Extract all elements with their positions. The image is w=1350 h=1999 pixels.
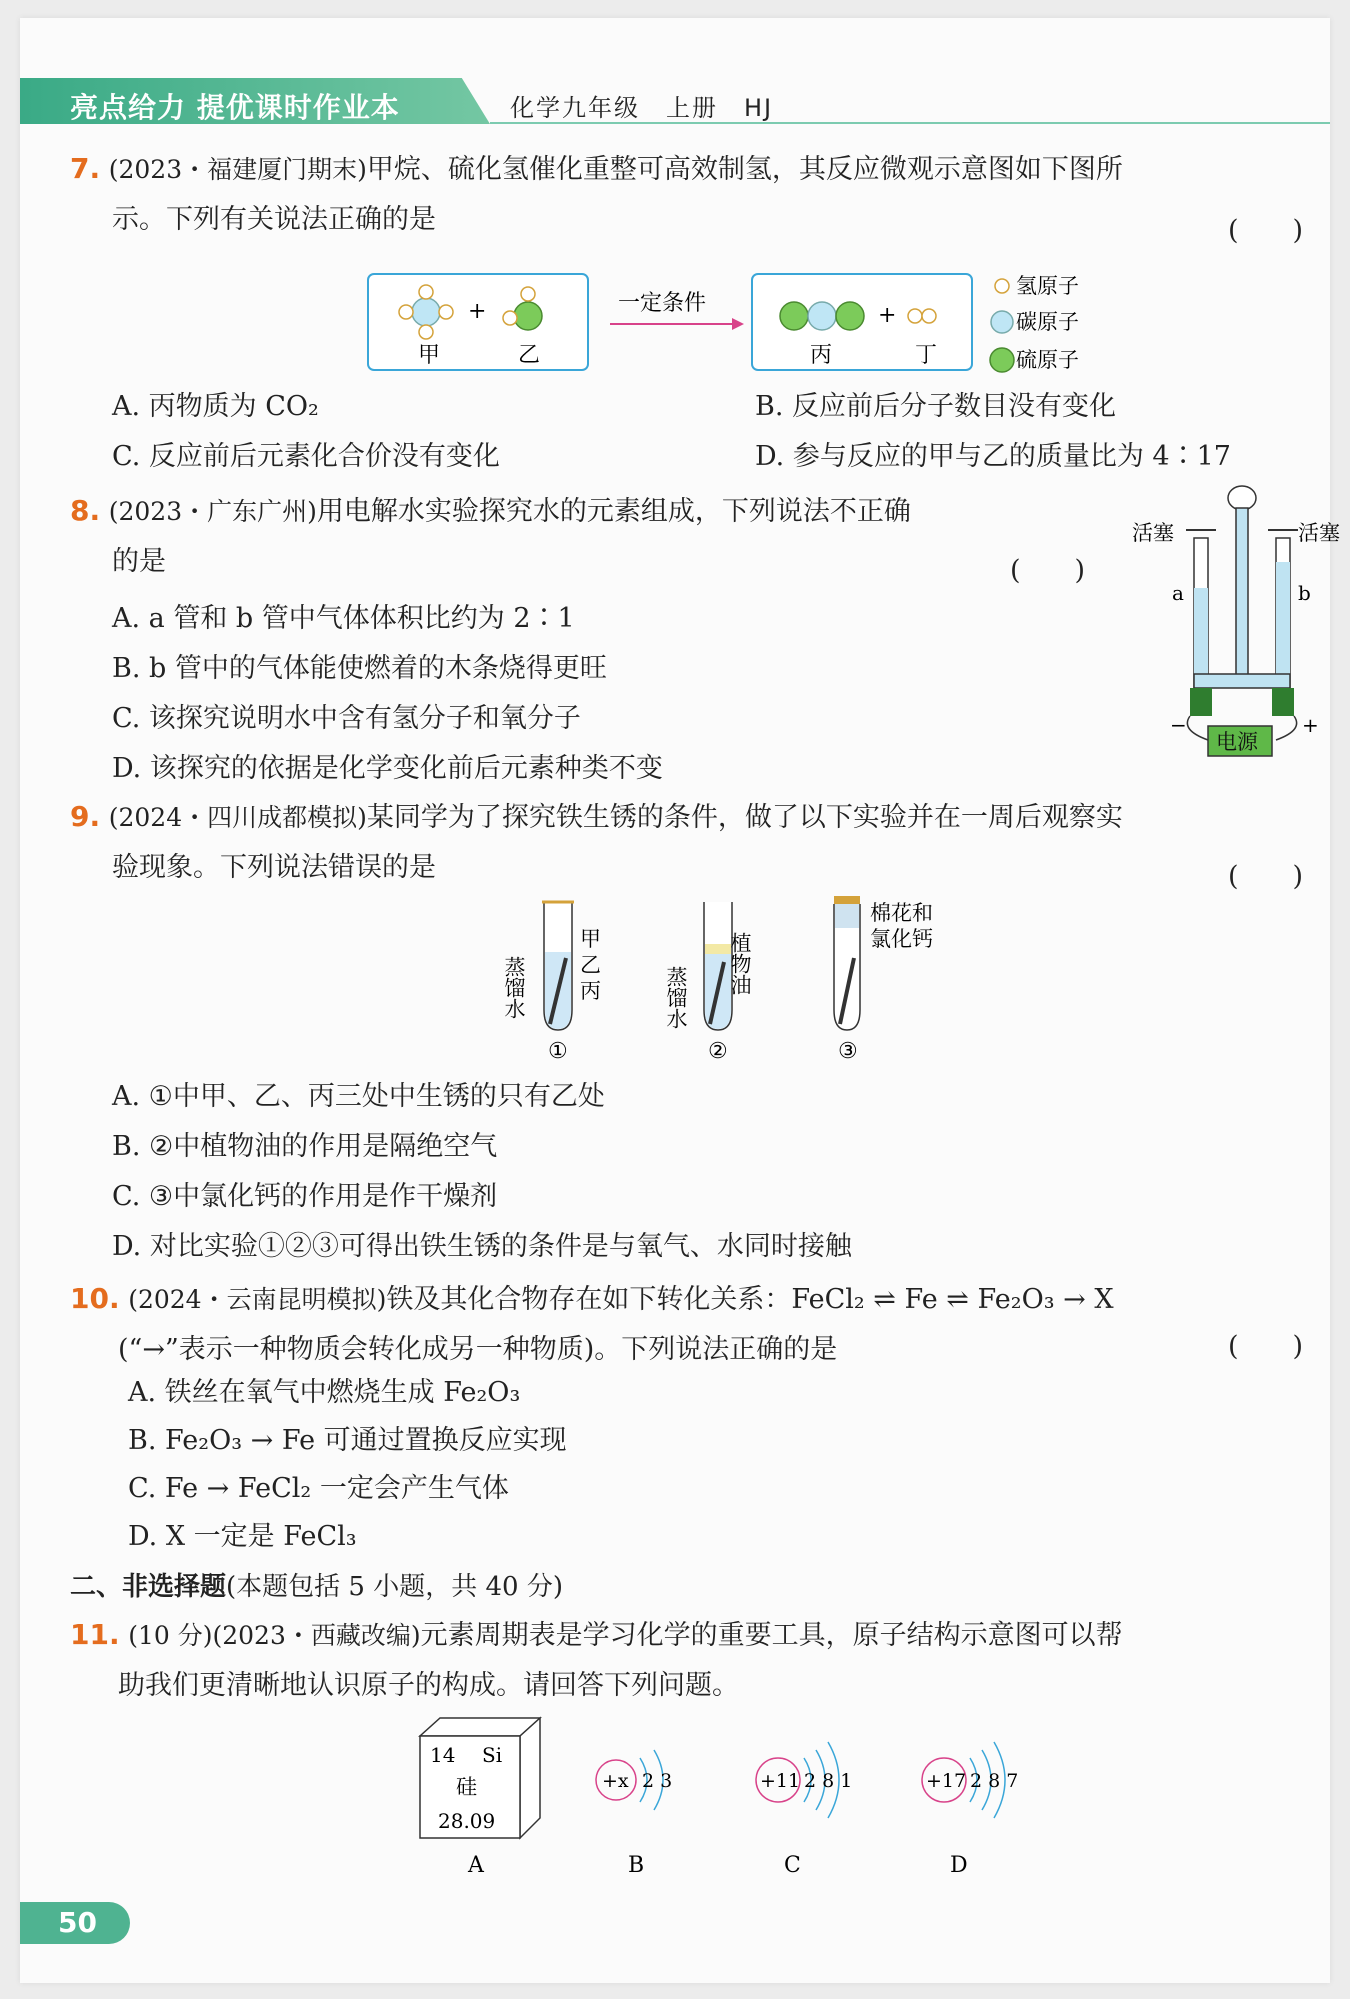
carbon-atom-icon <box>991 311 1013 333</box>
stopcock-left-label: 活塞 <box>1132 521 1174 545</box>
fig-c-label: C <box>784 1853 801 1878</box>
q11-number: 11. <box>70 1618 120 1651</box>
q7-option-c[interactable]: C. 反应前后元素化合价没有变化 <box>112 441 500 472</box>
q8-option-a[interactable]: A. a 管和 b 管中气体体积比约为 2∶1 <box>112 603 575 634</box>
power-label: 电源 <box>1216 730 1258 754</box>
q9-stem-line1: 某同学为了探究铁生锈的条件，做了以下实验并在一周后观察实 <box>366 802 1123 833</box>
wire-left <box>1187 716 1208 740</box>
q7-option-d[interactable]: D. 参与反应的甲与乙的质量比为 4∶17 <box>755 441 1231 472</box>
label-ding: 丁 <box>915 343 938 368</box>
q7-stem-line1: 甲烷、硫化氢催化重整可高效制氢，其反应微观示意图如下图所 <box>366 154 1123 185</box>
funnel <box>1228 486 1256 510</box>
q11-figures <box>410 1710 1070 1880</box>
q10-stem <box>70 1274 1320 1375</box>
section-note: (本题包括 5 小题，共 40 分) <box>226 1572 563 1602</box>
b-nucleus: +x <box>602 1770 629 1792</box>
sulfur-atom-icon <box>990 348 1014 372</box>
label-jia: 甲 <box>418 343 441 368</box>
atom-structure-b <box>596 1750 672 1810</box>
section-title: 二、非选择题 <box>70 1572 227 1602</box>
middle-tube <box>1236 508 1248 678</box>
plus-sign-power: + <box>1302 713 1319 737</box>
rusting-experiment <box>490 896 970 1068</box>
q7-number: 7. <box>70 152 101 185</box>
tube3-cotton: 棉花和 <box>870 901 933 925</box>
q8-option-d[interactable]: D. 该探究的依据是化学变化前后元素种类不变 <box>112 753 663 784</box>
d-nucleus: +17 <box>926 1770 967 1792</box>
q9-option-b[interactable]: B. ②中植物油的作用是隔绝空气 <box>112 1131 498 1162</box>
tube1-water-1: 蒸馏水 <box>502 956 526 1019</box>
q10-stem-line2: (“→”表示一种物质会转化成另一种物质)。下列说法正确的是 <box>118 1334 838 1365</box>
tube1-number: ① <box>548 1039 568 1064</box>
plus-sign: + <box>468 299 487 324</box>
tube1-yi: 乙 <box>580 953 601 977</box>
q8-answer-blank: ( ) <box>1010 555 1086 586</box>
section-heading <box>70 1566 563 1603</box>
q10-source: (2024・云南昆明模拟) <box>128 1285 387 1314</box>
subject-title: 化学九年级 上册 HJ <box>510 94 774 122</box>
fig-d-label: D <box>950 1853 968 1878</box>
q9-option-a[interactable]: A. ①中甲、乙、丙三处中生锈的只有乙处 <box>112 1081 605 1112</box>
q7-stem <box>70 144 1320 245</box>
tube1-jia: 甲 <box>580 927 601 951</box>
tube1-bing: 丙 <box>580 979 601 1003</box>
q9-answer-blank: ( ) <box>1228 861 1304 892</box>
q7-option-a[interactable]: A. 丙物质为 CO₂ <box>112 391 319 422</box>
legend-carbon: 碳原子 <box>1016 310 1079 334</box>
header-rule <box>490 122 1330 124</box>
si-atomic-number: 14 <box>430 1743 456 1767</box>
d-shells: 2 8 7 <box>970 1770 1019 1792</box>
q8-stem-line1: 用电解水实验探究水的元素组成，下列说法不正确 <box>316 496 911 527</box>
q9-source: (2024・四川成都模拟) <box>108 803 367 832</box>
carbon-disulfide-molecule <box>780 302 864 330</box>
q7-option-b[interactable]: B. 反应前后分子数目没有变化 <box>755 391 1117 422</box>
q10-option-a[interactable]: A. 铁丝在氧气中燃烧生成 Fe₂O₃ <box>128 1377 521 1408</box>
hydrogen-atom-icon <box>995 279 1009 293</box>
si-name: 硅 <box>456 1775 477 1799</box>
q9-option-c[interactable]: C. ③中氯化钙的作用是作干燥剂 <box>112 1181 498 1212</box>
legend-hydrogen: 氢原子 <box>1016 274 1079 298</box>
page <box>20 18 1340 1983</box>
atom-structure-d <box>922 1742 1018 1818</box>
q11-score: (10 分) <box>128 1621 213 1650</box>
element-card-silicon <box>420 1718 540 1838</box>
label-b: b <box>1298 581 1311 605</box>
q10-option-b[interactable]: B. Fe₂O₃ → Fe 可通过置换反应实现 <box>128 1425 567 1456</box>
q8-stem <box>70 486 1130 587</box>
tube2-water: 蒸馏水 <box>664 966 688 1029</box>
q8-option-c[interactable]: C. 该探究说明水中含有氢分子和氧分子 <box>112 703 581 734</box>
tube2-number: ② <box>708 1039 728 1064</box>
si-symbol: Si <box>482 1743 503 1767</box>
q11-source: (2023・西藏改编) <box>212 1621 421 1650</box>
label-a: a <box>1172 581 1184 605</box>
label-bing: 丙 <box>810 343 833 368</box>
c-shells: 2 8 1 <box>804 1770 853 1792</box>
series-title: 亮点给力 提优课时作业本 <box>70 91 400 124</box>
page-number-tab <box>20 1902 130 1944</box>
q7-stem-line2: 示。下列有关说法正确的是 <box>112 204 436 235</box>
tube3-number: ③ <box>838 1039 858 1064</box>
b-shells: 2 3 <box>642 1770 673 1792</box>
q7-reaction-diagram <box>360 256 1140 376</box>
test-tube-3 <box>834 896 860 1030</box>
stopcock-right-label: 活塞 <box>1298 521 1340 545</box>
tube2-oil: 植物油 <box>728 932 752 995</box>
q10-option-c[interactable]: C. Fe → FeCl₂ 一定会产生气体 <box>128 1473 509 1504</box>
q9-number: 9. <box>70 800 101 833</box>
minus-sign: − <box>1170 713 1187 737</box>
q8-option-b[interactable]: B. b 管中的气体能使燃着的木条烧得更旺 <box>112 653 607 684</box>
legend-sulfur: 硫原子 <box>1016 348 1079 372</box>
arrow-head-icon <box>732 318 744 330</box>
atom-structure-c <box>756 1742 852 1818</box>
q9-stem <box>70 792 1320 893</box>
q10-number: 10. <box>70 1282 120 1315</box>
wire-right <box>1276 716 1297 740</box>
label-yi: 乙 <box>518 343 541 368</box>
page-number: 50 <box>58 1906 97 1939</box>
fig-a-label: A <box>468 1853 484 1878</box>
q9-option-d[interactable]: D. 对比实验①②③可得出铁生锈的条件是与氧气、水同时接触 <box>112 1231 852 1262</box>
q10-option-d[interactable]: D. X 一定是 FeCl₃ <box>128 1521 357 1552</box>
electrode-right <box>1272 688 1294 716</box>
q8-number: 8. <box>70 494 101 527</box>
q10-stem-line1: 铁及其化合物存在如下转化关系：FeCl₂ ⇌ Fe ⇌ Fe₂O₃ → X <box>386 1284 1114 1315</box>
electrode-left <box>1190 688 1212 716</box>
test-tube-1 <box>542 902 574 1030</box>
q11-stem-line1: 元素周期表是学习化学的重要工具，原子结构示意图可以帮 <box>420 1620 1123 1651</box>
reaction-condition: 一定条件 <box>618 291 707 316</box>
fig-b-label: B <box>628 1853 645 1878</box>
plus-sign-2: + <box>878 303 897 328</box>
c-nucleus: +11 <box>760 1770 801 1792</box>
tube3-cacl2: 氯化钙 <box>870 927 933 951</box>
q8-stem-line2: 的是 <box>112 546 166 577</box>
q7-source: (2023・福建厦门期末) <box>108 155 367 184</box>
q11-stem <box>70 1610 1320 1711</box>
q10-answer-blank: ( ) <box>1228 1331 1304 1362</box>
q9-stem-line2: 验现象。下列说法错误的是 <box>112 852 436 883</box>
connector-tube <box>1194 674 1290 688</box>
electrolysis-apparatus <box>1120 478 1340 768</box>
q7-answer-blank: ( ) <box>1228 215 1304 246</box>
page-header <box>20 78 1330 124</box>
q8-source: (2023・广东广州) <box>108 497 317 526</box>
si-mass: 28.09 <box>438 1809 496 1833</box>
q11-stem-line2: 助我们更清晰地认识原子的构成。请回答下列问题。 <box>118 1670 739 1701</box>
